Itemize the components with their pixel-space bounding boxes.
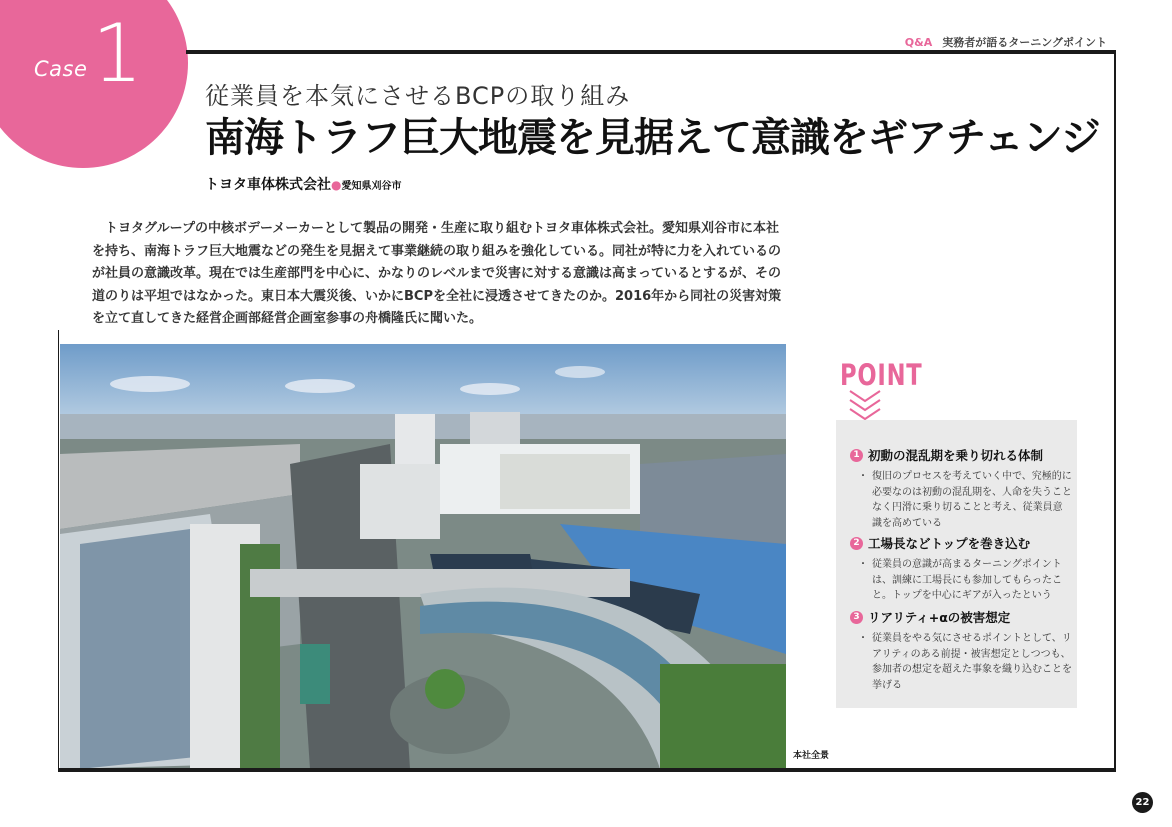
location-dot-icon: ● [331,178,342,192]
article-title: 南海トラフ巨大地震を見据えて意識をギアチェンジ [205,114,1100,161]
point-item-heading [850,446,1072,464]
point-number: 1 [850,449,863,462]
case-number: 1 [92,7,143,100]
point-body: ・ 従業員の意識が高まるターニングポイントは、訓練に工場長にも参加してもらったこと。トップを中心にギアが入ったという [850,557,1072,604]
running-header [905,34,1107,50]
top-rule [186,50,1116,54]
company-name: トヨタ車体株式会社 [205,177,331,193]
point-body: ・ 従業員をやる気にさせるポイントとして、リアリティのある前提・被害想定としつつも、参加者の想定を超えた事象を織り込むことを挙げる [850,631,1072,693]
point-heading: POINT [840,358,923,392]
point-item [850,608,1072,693]
point-item [850,534,1072,604]
case-label: Case [34,57,88,81]
photo-caption: 本社全景 [793,751,830,761]
point-item [850,446,1072,531]
article-subtitle: 従業員を本気にさせるBCPの取り組み [205,82,631,110]
header-qa: Q&A [904,36,933,49]
point-title: 初動の混乱期を乗り切れる体制 [868,448,1044,463]
company-line [205,174,401,194]
point-title: 工場長などトップを巻き込む [868,536,1031,551]
point-box [836,420,1077,708]
right-rule [1114,50,1116,772]
page-number: 22 [1132,792,1153,813]
bottom-rule [58,768,1116,772]
point-item-heading [850,534,1072,552]
point-item-heading [850,608,1072,626]
lead-paragraph: トヨタグループの中核ボデーメーカーとして製品の開発・生産に取り組むトヨタ車体株式会社。愛知県刈谷市に本社を持ち、南海トラフ巨大地震などの発生を見据えて事業継続の取り組みを強化している。同社が特に力を入れているのが社員の意識改革。現在では生産部門を中心に、かなりのレベルまで災害に対する意識は高まっているとするが、その道のりは平坦ではなかった。東日本大震災後、いかにBCPを全社に浸透させてきたのか。2016年から同社の災害対策を立て直してきた経営企画部経営企画室参事の舟橋隆氏に聞いた。 [92,221,782,326]
left-rule [58,330,59,772]
point-title: リアリティ+αの被害想定 [868,610,1011,625]
point-number: 3 [850,611,863,624]
headquarters-photo [60,344,786,769]
header-series: 実務者が語るターニングポイント [942,36,1107,49]
point-number: 2 [850,537,863,550]
company-location: 愛知県刈谷市 [341,181,402,192]
point-body: ・ 復旧のプロセスを考えていく中で、究極的に必要なのは初動の混乱期を、人命を失うことなく円滑に乗り切ることと考え、従業員意識を高めている [850,469,1072,531]
